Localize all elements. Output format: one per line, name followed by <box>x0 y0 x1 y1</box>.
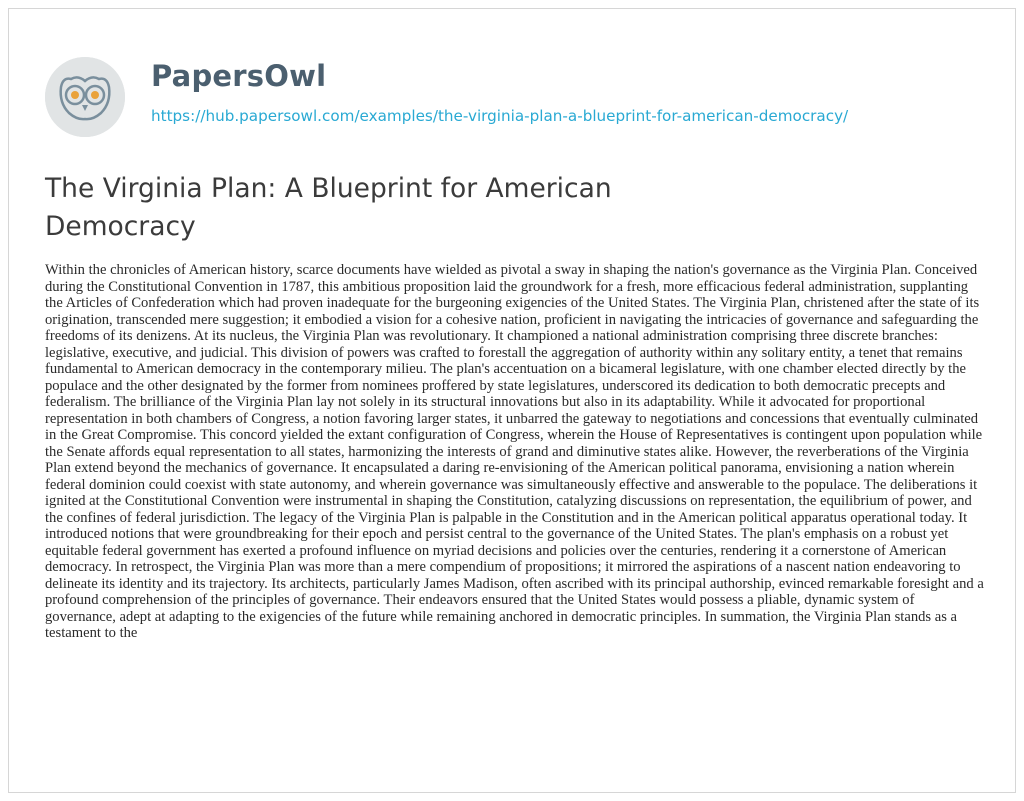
owl-logo-icon <box>45 57 125 137</box>
document-title: The Virginia Plan: A Blueprint for American Democracy <box>45 173 612 242</box>
brand-name[interactable]: PapersOwl <box>151 59 327 93</box>
document-body: Within the chronicles of American history, scarce documents have wielded as pivotal a sway in shaping the nation's governance as the Virginia Plan. Conceived during the Constitutional Convention in 1787, this ambitious proposition laid the groundwork for a fresh, more efficacious federal administration, supplanting the Articles of Confederation which had proven inadequate for the burgeoning exigencies of the United States. The Virginia Plan, christened after the state of its origination, transcended mere suggestion; it embodied a vision for a cohesive nation, proficient in navigating the intricacies of governance and safeguarding the freedoms of its denizens. At its nucleus, the Virginia Plan was revolutionary. It championed a national administration comprising three discrete branches: legislative, executive, and judicial. This division of powers was crafted to forestall the aggregation of authority within any solitary entity, a tenet that remains fundamental to American democracy in the contemporary milieu. The plan's accentuation on a bicameral legislature, with one chamber elected directly by the populace and the other designated by the former from nominees proffered by state legislatures, underscored its dedication to both democratic precepts and federalism. The brilliance of the Virginia Plan lay not solely in its structural innovations but also in its adaptability. While it advocated for proportional representation in both chambers of Congress, a notion favoring larger states, it unbarred the gateway to negotiations and concessions that eventually culminated in the Great Compromise. This concord yielded the extant configuration of Congress, wherein the House of Representatives is contingent upon population while the Senate affords equal representation to all states, harmonizing the interests of grand and diminutive states alike. However, the reverberations of the Virginia Plan extend beyond the mechanics of governance. It encapsulated a daring re-envisioning of the American political panorama, envisioning a nation wherein federal dominion could coexist with state autonomy, and wherein governance was simultaneously effective and answerable to the populace. The deliberations it ignited at the Constitutional Convention were instrumental in shaping the Constitution, catalyzing discussions on representation, the equilibrium of power, and the confines of federal jurisdiction. The legacy of the Virginia Plan is palpable in the Constitution and in the American political apparatus operational today. It introduced notions that were groundbreaking for their epoch and persist central to the governance of the United States. The plan's emphasis on a robust yet equitable federal government has exerted a profound influence on myriad decisions and policies over the centuries, rendering it a cornerstone of American democracy. In retrospect, the Virginia Plan was more than a mere compendium of propositions; it mirrored the aspirations of a nascent nation endeavoring to delineate its identity and its trajectory. Its architects, particularly James Madison, often ascribed with its principal authorship, evinced remarkable foresight and a profound comprehension of the principles of governance. Their endeavors ensured that the United States would possess a pliable, dynamic system of governance, adept at adapting to the exigencies of the future while remaining anchored in democratic principles. In summation, the Virginia Plan stands as a testament to the <box>45 262 984 641</box>
site-header <box>45 57 1005 137</box>
source-url-link[interactable]: https://hub.papersowl.com/examples/the-virginia-plan-a-blueprint-for-american-democracy/ <box>151 107 849 125</box>
